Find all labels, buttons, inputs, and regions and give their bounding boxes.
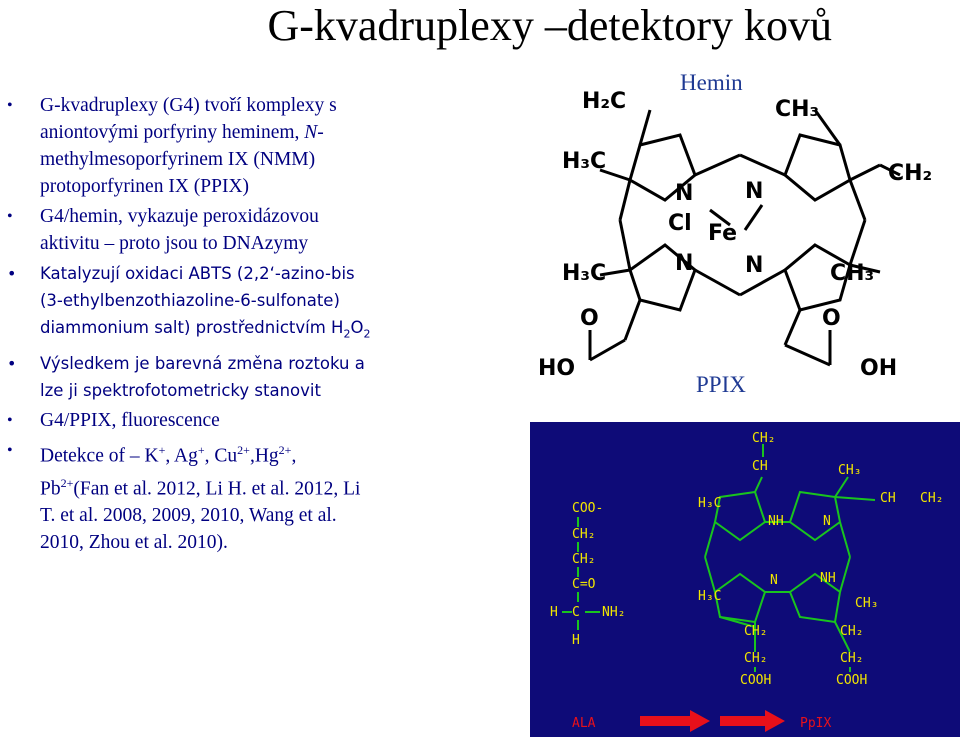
- ppix-atom: CH₂: [752, 431, 776, 446]
- bullet-line: methylmesoporfyrinem IX (NMM): [40, 149, 316, 170]
- hemin-atom: OH: [860, 356, 898, 381]
- bullet-line: G-kvadruplexy (G4) tvoří komplexy s: [40, 95, 337, 116]
- hemin-atom: CH₃: [775, 97, 820, 122]
- bullet-line: diammonium salt) prostřednictvím H: [40, 318, 344, 337]
- bullet-item: [0, 203, 430, 257]
- ppix-atom: CH₂: [920, 491, 944, 506]
- ppix-atom: CH₂: [840, 651, 864, 666]
- hemin-atom: CH₂: [888, 161, 933, 186]
- bullet-item: [0, 350, 430, 404]
- bullet-line: lze ji spektrofotometricky stanovit: [40, 381, 321, 401]
- hemin-atom: N: [675, 181, 694, 206]
- hemin-atom: H₂C: [582, 89, 627, 114]
- ppix-structure: [530, 422, 960, 737]
- ppix-atom: H: [572, 633, 580, 648]
- bullet-item: [0, 92, 430, 200]
- ppix-atom: CH₂: [840, 624, 864, 639]
- ppix-atom: NH: [768, 514, 784, 529]
- ppix-atom: N: [823, 514, 831, 529]
- hemin-atom: CH₃: [830, 261, 875, 286]
- ppix-atom: C=O: [572, 577, 596, 592]
- text-run: Detekce of – K: [40, 445, 159, 467]
- bullet-item: [0, 437, 430, 556]
- bullet-list: [0, 92, 430, 559]
- ppix-atom: H₃C: [698, 496, 722, 511]
- bullet-line: aniontovými porfyriny heminem,: [40, 122, 305, 143]
- ppix-atom: CH₂: [744, 624, 768, 639]
- superscript: 2+: [237, 443, 250, 458]
- bullet-dot-icon: •: [7, 97, 13, 114]
- hemin-atom: O: [822, 306, 841, 331]
- oxygen: O: [350, 318, 364, 337]
- bullet-dot-icon: •: [7, 264, 17, 283]
- bullet-item: [0, 407, 430, 434]
- bullet-dot-icon: •: [7, 354, 17, 374]
- italic-n: N-: [304, 122, 324, 143]
- text-run: ,: [291, 445, 297, 467]
- ppix-atom: CH₃: [855, 596, 879, 611]
- ppix-atom: COOH: [836, 673, 868, 688]
- superscript: 2+: [278, 443, 292, 458]
- superscript: 2+: [60, 475, 74, 490]
- bullet-line: G4/PPIX, fluorescence: [40, 410, 220, 432]
- hemin-atom: H₃C: [562, 261, 607, 286]
- bullet-line: aktivitu – proto jsou to DNAzymy: [40, 233, 309, 254]
- hemin-bonds: [590, 110, 900, 365]
- ppix-atom: CH₂: [744, 651, 768, 666]
- bullet-line: G4/hemin, vykazuje peroxidázovou: [40, 206, 319, 227]
- ppix-atom: NH₂: [602, 605, 626, 620]
- hemin-atom: O: [580, 306, 599, 331]
- text-run: (Fan et al. 2012, Li H. et al. 2012, Li: [73, 478, 361, 500]
- text-run: , Cu: [204, 445, 238, 467]
- ppix-atom: COO-: [572, 501, 604, 516]
- bullet-item: [0, 260, 430, 347]
- bullet-dot-icon: •: [7, 412, 13, 430]
- superscript: +: [158, 443, 166, 458]
- ppix-atom: CH₂: [572, 552, 596, 567]
- hemin-atom: Fe: [708, 221, 738, 246]
- text-run: T. et al. 2008, 2009, 2010, Wang et al.: [40, 505, 337, 527]
- ppix-atom: N: [770, 573, 778, 588]
- ppix-atom: H: [550, 605, 558, 620]
- hemin-atom: N: [745, 253, 764, 278]
- ppix-atom: CH₃: [838, 463, 862, 478]
- ppix-atom: CH₂: [572, 527, 596, 542]
- ppix-atom: NH: [820, 571, 836, 586]
- bullet-line: (3-ethylbenzothiazoline-6-sulfonate): [40, 291, 340, 310]
- text-run: 2010, Zhou et al. 2010).: [40, 532, 228, 554]
- superscript: +: [197, 443, 205, 458]
- text-run: Pb: [40, 478, 61, 500]
- hemin-atom: HO: [538, 356, 576, 381]
- subscript: 2: [363, 327, 371, 341]
- ppix-atom: COOH: [740, 673, 772, 688]
- text-run: , Ag: [165, 445, 198, 467]
- hemin-atom: N: [675, 251, 694, 276]
- hemin-structure: [530, 80, 960, 400]
- bullet-line: protoporfyrinen IX (PPIX): [40, 176, 250, 197]
- bullet-line: Katalyzují oxidaci ABTS (2,2‘-azino-bis: [40, 264, 355, 283]
- ppix-atom: H₃C: [698, 589, 722, 604]
- bullet-line: Výsledkem je barevná změna roztoku a: [40, 354, 365, 374]
- slide-title: G-kvadruplexy –detektory kovů: [267, 1, 832, 50]
- ppix-atom: C: [572, 605, 580, 620]
- arrow-icon: [640, 710, 785, 732]
- ppix-small-label: PpIX: [800, 716, 832, 731]
- subscript: 2: [343, 327, 351, 341]
- hemin-atom: N: [745, 179, 764, 204]
- hemin-label: Hemin: [680, 70, 743, 95]
- hemin-atom: Cl: [668, 211, 692, 236]
- text-run: ,Hg: [249, 445, 279, 467]
- ppix-atom: CH: [880, 491, 896, 506]
- bullet-dot-icon: •: [7, 442, 13, 460]
- ala-label: ALA: [572, 716, 596, 731]
- hemin-atom: H₃C: [562, 149, 607, 174]
- ppix-label: PPIX: [696, 372, 746, 397]
- bullet-dot-icon: •: [7, 208, 13, 225]
- ppix-atom: CH: [752, 459, 768, 474]
- ppix-panel: [530, 422, 960, 737]
